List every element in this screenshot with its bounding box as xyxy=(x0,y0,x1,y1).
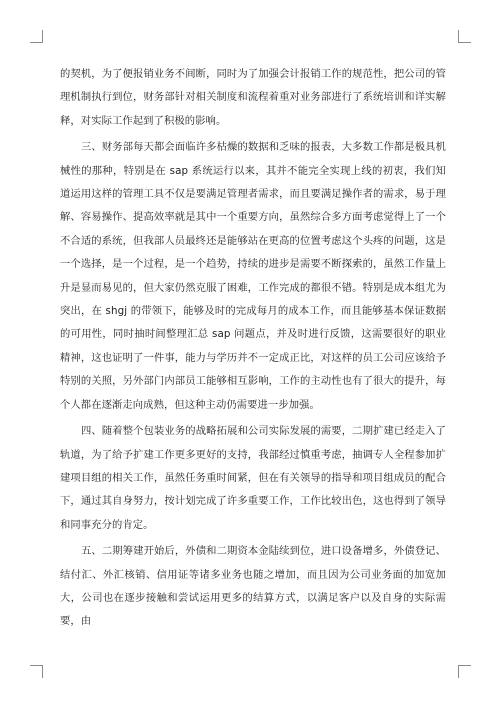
crop-mark-bottom-left xyxy=(30,665,43,678)
paragraph-section-4: 四、随着整个包装业务的战略拓展和公司实际发展的需要，二期扩建已经走入了轨道，为了给予扩建工作更多更好的支持，我部经过慎重考虑，抽调专人全程参加扩建项目组的相关工作，虽然任务重时间紧，但在有关领导的指导和项目组成员的配合下，通过其自身努力，按计划完成了许多重要工作，工作比较出色，这也得到了领导和同事充分的肯定。 xyxy=(60,425,446,531)
crop-mark-top-left xyxy=(30,30,43,43)
crop-mark-top-right xyxy=(458,30,471,43)
paragraph-section-5: 五、二期筹建开始后，外债和二期资本金陆续到位，进口设备增多，外债登记、结付汇、外汇核销、信用证等诸多业务也随之增加，而且因为公司业务面的加宽加大，公司也在逐步接触和尝试运用更多的结算方式，以满足客户以及自身的实际需要，由 xyxy=(60,545,446,628)
document-body xyxy=(60,63,446,637)
crop-mark-bottom-right xyxy=(458,665,471,678)
paragraph-section-3: 三、财务部每天都会面临许多枯燥的数据和乏味的报表，大多数工作都是极具机械性的那种，特别是在 sap 系统运行以来，其并不能完全实现上线的初衷，我们知道运用这样的管理工具不仅是要满足管理者需求，而且要满足操作者的需求，易于理解、容易操作、提高效率就是其中一个重要方向，虽然综合多方面考虑觉得上了一个不合适的系统，但我部人员最终还是能够站在更高的位置考虑这个头疼的问题，这是一个选择，是一个过程，是一个趋势，持续的进步是需要不断探索的，虽然工作量上升是显而易见的，但大家仍然克服了困难，工作完成的都很不错。特别是成本组尤为突出，在 shgj 的带领下，能够及时的完成每月的成本工作，而且能够基本保证数据的可用性，同时抽时间整理汇总 sap 问题点，并及时进行反馈，这需要很好的职业精神，这也证明了一件事，能力与学历并不一定成正比，对这样的员工公司应该给予特别的关照，另外部门内部员工能够相互影响，工作的主动性也有了很大的提升，每个人都在逐渐走向成熟，但这种主动仍需要进一步加强。 xyxy=(60,141,446,411)
paragraph-continuation: 的契机，为了便报销业务不间断，同时为了加强会计报销工作的规范性，把公司的管理机制执行到位，财务部针对相关制度和流程着重对业务部进行了系统培训和详实解释，对实际工作起到了积极的影响。 xyxy=(60,68,446,127)
